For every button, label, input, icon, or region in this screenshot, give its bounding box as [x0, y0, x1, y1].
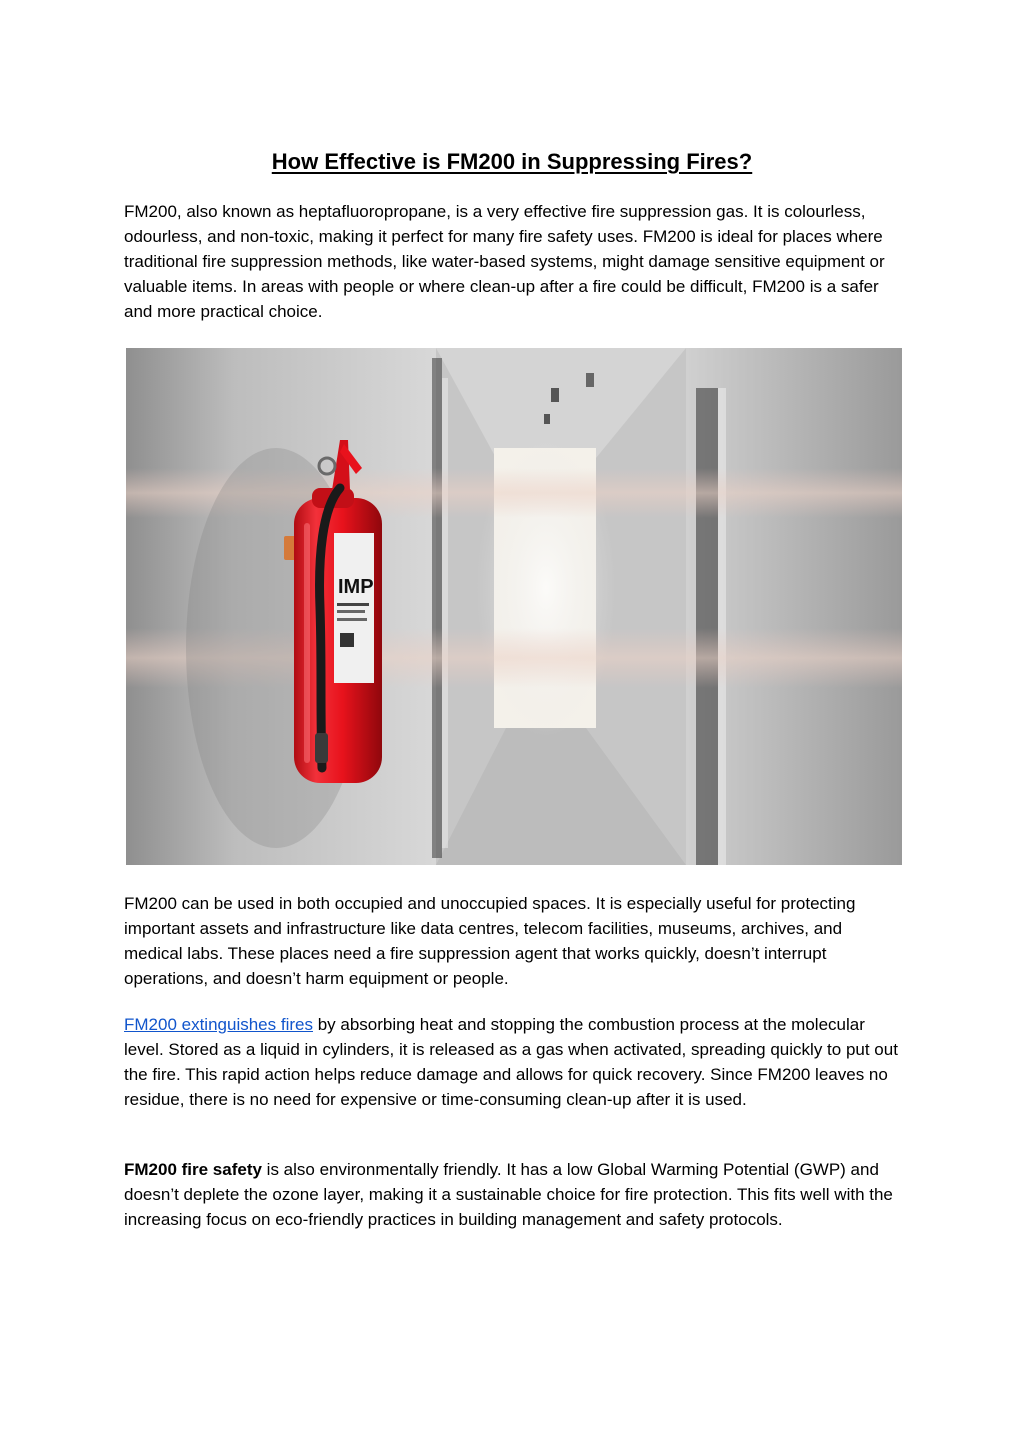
fm200-fire-safety-bold: FM200 fire safety — [124, 1160, 262, 1179]
fire-extinguisher-photo — [126, 348, 902, 865]
environment-paragraph — [124, 1157, 902, 1232]
page-title: How Effective is FM200 in Suppressing Fires? — [271, 149, 753, 174]
applications-paragraph: FM200 can be used in both occupied and unoccupied spaces. It is especially useful for protecting important assets and infrastructure like data centres, telecom facilities, museums, archives, and medical labs. These places need a fire suppression agent that works quickly, doesn’t interrupt operations, and doesn’t harm equipment or people. — [124, 894, 856, 988]
mechanism-text: by absorbing heat and stopping the combustion process at the molecular level. Stored as a liquid in cylinders, it is released as a gas when activated, spreading quickly to put out the fire. This rapid action helps reduce damage and allows for quick recovery. Since FM200 leaves no residue, there is no need for expensive or time-consuming clean-up after it is used. — [124, 1015, 898, 1109]
intro-paragraph: FM200, also known as heptafluoropropane, is a very effective fire suppression gas. It is colourless, odourless, and non-toxic, making it perfect for many fire safety uses. FM200 is ideal for places where traditional fire suppression methods, like water-based systems, might damage sensitive equipment or valuable items. In areas with people or where clean-up after a fire could be difficult, FM200 is a safer and more practical choice. — [124, 202, 885, 321]
fm200-extinguishes-fires-link[interactable]: FM200 extinguishes fires — [124, 1015, 313, 1034]
environment-text: is also environmentally friendly. It has a low Global Warming Potential (GWP) and doesn’t deplete the ozone layer, making it a sustainable choice for fire protection. This fits well with the increasing focus on eco-friendly practices in building management and safety protocols. — [124, 1160, 893, 1229]
extinguisher-label-text: IMP — [338, 576, 374, 598]
mechanism-paragraph — [124, 1012, 902, 1112]
